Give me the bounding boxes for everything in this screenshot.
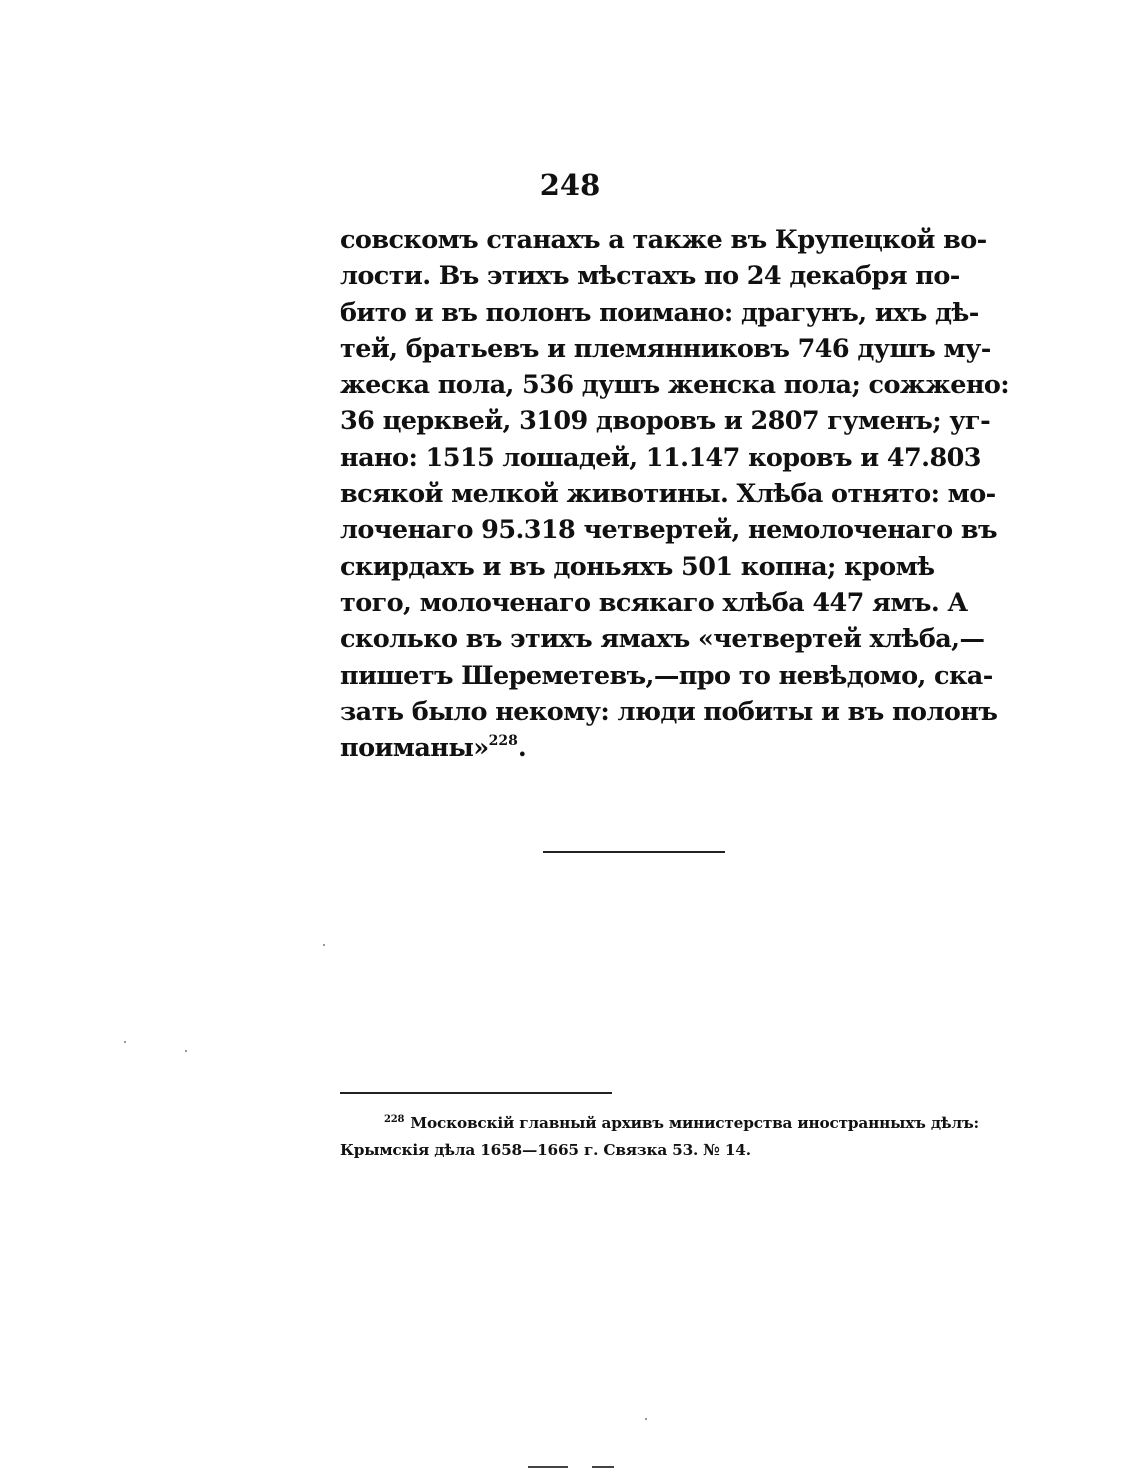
scan-speck [323,944,325,946]
footnote [340,1110,979,1164]
section-divider [543,851,725,853]
scan-mark [592,1466,614,1468]
text-line: жеска пола, 536 душъ женска пола; сожжено: [340,370,1010,401]
body-text [340,222,1010,766]
scan-speck [124,1041,126,1043]
footnote-reference[interactable]: 228 [488,733,518,750]
scan-speck [645,1418,647,1420]
last-line-end: . [517,733,527,764]
text-line: зать было некому: люди побиты и въ полонъ [340,696,998,727]
text-line: того, молоченаго всякаго хлѣба 447 ямъ. А [340,587,968,618]
footnote-line [340,1110,979,1137]
text-line: сколько въ этихъ ямахъ «четвертей хлѣба,— [340,624,985,655]
scan-mark [528,1466,568,1468]
page-number: 248 [539,168,601,202]
text-line-last [340,730,932,766]
text-line: 36 церквей, 3109 дворовъ и 2807 гуменъ; уг- [340,406,991,437]
footnote-rule [340,1092,612,1094]
text-line: тей, братьевъ и племянниковъ 746 душъ му- [340,333,991,364]
footnote-number: 228 [384,1114,405,1125]
footnote-text-1: Московскій главный архивъ министерства иностранныхъ дѣлъ: [410,1114,979,1132]
text-line: бито и въ полонъ поимано: драгунъ, ихъ дѣ- [340,297,979,328]
text-line: нано: 1515 лошадей, 11.147 коровъ и 47.803 [340,442,981,473]
scan-speck [185,1050,187,1052]
text-line: скирдахъ и въ доньяхъ 501 копна; кромѣ [340,551,935,582]
text-line: лости. Въ этихъ мѣстахъ по 24 декабря по- [340,261,960,292]
text-line: лоченаго 95.318 четвертей, немолоченаго въ [340,515,997,546]
last-line-text: поиманы» [340,733,489,764]
footnote-line: Крымскія дѣла 1658—1665 г. Связка 53. № 14. [340,1141,751,1159]
text-line: совскомъ станахъ а также въ Крупецкой во- [340,225,987,255]
text-line: всякой мелкой животины. Хлѣба отнято: мо- [340,479,996,510]
text-line: пишетъ Шереметевъ,—про то невѣдомо, ска- [340,660,993,691]
